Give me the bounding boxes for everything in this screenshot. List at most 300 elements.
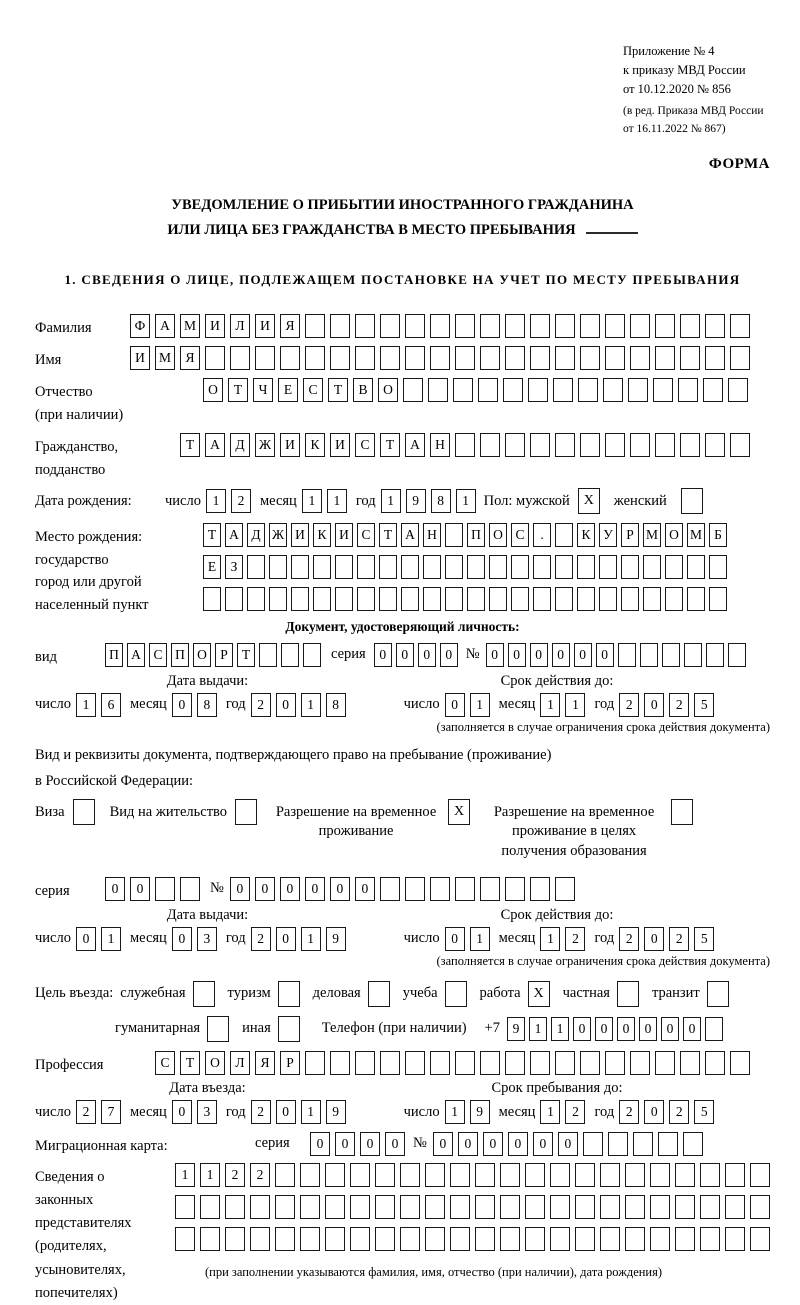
char-box[interactable] xyxy=(680,1051,700,1075)
char-box[interactable]: 0 xyxy=(558,1132,578,1156)
char-box[interactable]: 0 xyxy=(418,643,436,667)
char-box[interactable]: 8 xyxy=(431,489,451,513)
char-box[interactable] xyxy=(275,1195,295,1219)
residence-permit-checkbox[interactable] xyxy=(235,799,257,825)
char-box[interactable] xyxy=(423,555,441,579)
char-box[interactable]: А xyxy=(405,433,425,457)
char-box[interactable]: 1 xyxy=(529,1017,547,1041)
char-box[interactable] xyxy=(750,1163,770,1187)
char-box[interactable] xyxy=(580,433,600,457)
char-box[interactable]: И xyxy=(291,523,309,547)
char-box[interactable] xyxy=(700,1195,720,1219)
char-box[interactable] xyxy=(628,378,648,402)
char-box[interactable] xyxy=(600,1195,620,1219)
char-box[interactable] xyxy=(247,587,265,611)
char-box[interactable] xyxy=(580,1051,600,1075)
char-box[interactable] xyxy=(403,378,423,402)
char-box[interactable]: Д xyxy=(230,433,250,457)
char-box[interactable]: З xyxy=(225,555,243,579)
char-box[interactable]: 0 xyxy=(445,927,465,951)
char-box[interactable] xyxy=(643,555,661,579)
char-box[interactable] xyxy=(633,1132,653,1156)
char-box[interactable] xyxy=(430,346,450,370)
char-box[interactable]: С xyxy=(355,433,375,457)
char-box[interactable] xyxy=(511,587,529,611)
char-box[interactable]: 1 xyxy=(101,927,121,951)
char-box[interactable]: 9 xyxy=(326,1100,346,1124)
char-box[interactable] xyxy=(401,555,419,579)
char-box[interactable] xyxy=(489,555,507,579)
char-box[interactable]: 1 xyxy=(301,1100,321,1124)
char-box[interactable] xyxy=(605,433,625,457)
char-box[interactable]: 2 xyxy=(669,693,689,717)
char-box[interactable] xyxy=(205,346,225,370)
char-box[interactable]: 0 xyxy=(533,1132,553,1156)
char-box[interactable] xyxy=(335,587,353,611)
char-box[interactable] xyxy=(300,1195,320,1219)
char-box[interactable]: 0 xyxy=(305,877,325,901)
purpose-work-checkbox[interactable]: X xyxy=(528,981,550,1007)
char-box[interactable] xyxy=(705,346,725,370)
char-box[interactable]: 6 xyxy=(101,693,121,717)
char-box[interactable]: 1 xyxy=(200,1163,220,1187)
char-box[interactable] xyxy=(380,877,400,901)
char-box[interactable] xyxy=(683,1132,703,1156)
char-box[interactable] xyxy=(658,1132,678,1156)
char-box[interactable] xyxy=(379,587,397,611)
char-box[interactable] xyxy=(653,378,673,402)
temporary-residence-education-checkbox[interactable] xyxy=(671,799,693,825)
purpose-private-checkbox[interactable] xyxy=(617,981,639,1007)
char-box[interactable]: Р xyxy=(621,523,639,547)
char-box[interactable] xyxy=(528,378,548,402)
char-box[interactable]: 0 xyxy=(330,877,350,901)
char-box[interactable] xyxy=(203,587,221,611)
char-box[interactable] xyxy=(430,1051,450,1075)
char-box[interactable]: 5 xyxy=(694,927,714,951)
char-box[interactable] xyxy=(578,378,598,402)
char-box[interactable] xyxy=(675,1163,695,1187)
char-box[interactable] xyxy=(480,314,500,338)
char-box[interactable] xyxy=(330,1051,350,1075)
char-box[interactable]: 3 xyxy=(197,1100,217,1124)
char-box[interactable] xyxy=(750,1195,770,1219)
char-box[interactable]: 1 xyxy=(76,693,96,717)
char-box[interactable] xyxy=(665,587,683,611)
char-box[interactable] xyxy=(180,877,200,901)
char-box[interactable] xyxy=(335,555,353,579)
char-box[interactable]: Т xyxy=(237,643,255,667)
char-box[interactable] xyxy=(330,314,350,338)
char-box[interactable] xyxy=(555,1051,575,1075)
char-box[interactable] xyxy=(325,1195,345,1219)
char-box[interactable] xyxy=(555,523,573,547)
char-box[interactable]: О xyxy=(203,378,223,402)
char-box[interactable] xyxy=(687,587,705,611)
char-box[interactable] xyxy=(583,1132,603,1156)
char-box[interactable] xyxy=(730,314,750,338)
char-box[interactable] xyxy=(250,1195,270,1219)
char-box[interactable]: 0 xyxy=(639,1017,657,1041)
char-box[interactable] xyxy=(455,346,475,370)
char-box[interactable]: 0 xyxy=(644,693,664,717)
char-box[interactable] xyxy=(155,877,175,901)
char-box[interactable]: 0 xyxy=(440,643,458,667)
char-box[interactable] xyxy=(684,643,702,667)
char-box[interactable]: Т xyxy=(380,433,400,457)
char-box[interactable] xyxy=(428,378,448,402)
char-box[interactable] xyxy=(680,346,700,370)
char-box[interactable] xyxy=(730,433,750,457)
char-box[interactable]: 0 xyxy=(530,643,548,667)
char-box[interactable] xyxy=(643,587,661,611)
char-box[interactable] xyxy=(467,555,485,579)
char-box[interactable]: 0 xyxy=(552,643,570,667)
char-box[interactable] xyxy=(730,346,750,370)
char-box[interactable] xyxy=(577,587,595,611)
char-box[interactable]: Т xyxy=(228,378,248,402)
char-box[interactable] xyxy=(599,587,617,611)
char-box[interactable] xyxy=(630,1051,650,1075)
char-box[interactable] xyxy=(555,587,573,611)
char-box[interactable]: 2 xyxy=(251,1100,271,1124)
char-box[interactable]: 0 xyxy=(617,1017,635,1041)
char-box[interactable] xyxy=(577,555,595,579)
char-box[interactable]: 0 xyxy=(374,643,392,667)
char-box[interactable] xyxy=(680,433,700,457)
char-box[interactable] xyxy=(225,1227,245,1251)
char-box[interactable]: 0 xyxy=(661,1017,679,1041)
char-box[interactable] xyxy=(175,1227,195,1251)
char-box[interactable]: 0 xyxy=(458,1132,478,1156)
char-box[interactable]: О xyxy=(489,523,507,547)
char-box[interactable]: 0 xyxy=(483,1132,503,1156)
char-box[interactable]: М xyxy=(180,314,200,338)
char-box[interactable]: 9 xyxy=(406,489,426,513)
char-box[interactable] xyxy=(247,555,265,579)
char-box[interactable]: 0 xyxy=(396,643,414,667)
char-box[interactable]: 1 xyxy=(301,693,321,717)
char-box[interactable]: 1 xyxy=(301,927,321,951)
char-box[interactable] xyxy=(445,555,463,579)
char-box[interactable]: Р xyxy=(215,643,233,667)
char-box[interactable] xyxy=(650,1195,670,1219)
sex-male-checkbox[interactable]: X xyxy=(578,488,600,514)
char-box[interactable] xyxy=(380,346,400,370)
char-box[interactable] xyxy=(291,587,309,611)
char-box[interactable] xyxy=(530,346,550,370)
purpose-transit-checkbox[interactable] xyxy=(707,981,729,1007)
char-box[interactable]: А xyxy=(155,314,175,338)
char-box[interactable] xyxy=(313,587,331,611)
char-box[interactable]: 1 xyxy=(327,489,347,513)
char-box[interactable]: М xyxy=(687,523,705,547)
char-box[interactable] xyxy=(505,433,525,457)
char-box[interactable] xyxy=(533,587,551,611)
char-box[interactable]: 0 xyxy=(385,1132,405,1156)
char-box[interactable]: 0 xyxy=(360,1132,380,1156)
char-box[interactable] xyxy=(455,433,475,457)
char-box[interactable]: 5 xyxy=(694,693,714,717)
char-box[interactable] xyxy=(525,1195,545,1219)
char-box[interactable]: 1 xyxy=(551,1017,569,1041)
char-box[interactable]: 0 xyxy=(310,1132,330,1156)
char-box[interactable] xyxy=(480,877,500,901)
char-box[interactable] xyxy=(725,1163,745,1187)
char-box[interactable] xyxy=(505,877,525,901)
char-box[interactable] xyxy=(705,314,725,338)
char-box[interactable]: 9 xyxy=(470,1100,490,1124)
char-box[interactable]: Ч xyxy=(253,378,273,402)
char-box[interactable] xyxy=(530,314,550,338)
char-box[interactable]: 3 xyxy=(197,927,217,951)
char-box[interactable] xyxy=(705,1017,723,1041)
char-box[interactable]: К xyxy=(577,523,595,547)
char-box[interactable]: С xyxy=(303,378,323,402)
char-box[interactable]: 0 xyxy=(76,927,96,951)
char-box[interactable]: 1 xyxy=(540,1100,560,1124)
char-box[interactable]: Т xyxy=(379,523,397,547)
char-box[interactable]: 0 xyxy=(130,877,150,901)
char-box[interactable] xyxy=(425,1195,445,1219)
char-box[interactable] xyxy=(380,314,400,338)
char-box[interactable]: 1 xyxy=(175,1163,195,1187)
char-box[interactable]: У xyxy=(599,523,617,547)
char-box[interactable] xyxy=(505,1051,525,1075)
char-box[interactable]: 1 xyxy=(302,489,322,513)
char-box[interactable] xyxy=(580,314,600,338)
char-box[interactable]: 2 xyxy=(619,693,639,717)
char-box[interactable] xyxy=(300,1227,320,1251)
char-box[interactable]: . xyxy=(533,523,551,547)
char-box[interactable]: М xyxy=(643,523,661,547)
char-box[interactable]: 9 xyxy=(507,1017,525,1041)
char-box[interactable] xyxy=(700,1227,720,1251)
char-box[interactable]: И xyxy=(280,433,300,457)
char-box[interactable] xyxy=(662,643,680,667)
char-box[interactable] xyxy=(350,1195,370,1219)
char-box[interactable]: 0 xyxy=(255,877,275,901)
char-box[interactable] xyxy=(475,1163,495,1187)
char-box[interactable]: 0 xyxy=(105,877,125,901)
char-box[interactable] xyxy=(525,1227,545,1251)
char-box[interactable] xyxy=(621,587,639,611)
char-box[interactable] xyxy=(350,1227,370,1251)
char-box[interactable] xyxy=(706,643,724,667)
char-box[interactable] xyxy=(650,1227,670,1251)
char-box[interactable] xyxy=(450,1195,470,1219)
char-box[interactable] xyxy=(618,643,636,667)
char-box[interactable] xyxy=(530,1051,550,1075)
char-box[interactable] xyxy=(455,314,475,338)
char-box[interactable]: П xyxy=(171,643,189,667)
char-box[interactable]: С xyxy=(155,1051,175,1075)
char-box[interactable]: 2 xyxy=(565,927,585,951)
char-box[interactable] xyxy=(600,1227,620,1251)
char-box[interactable]: 8 xyxy=(326,693,346,717)
char-box[interactable]: 0 xyxy=(573,1017,591,1041)
char-box[interactable] xyxy=(600,1163,620,1187)
char-box[interactable] xyxy=(655,1051,675,1075)
char-box[interactable]: 0 xyxy=(445,693,465,717)
char-box[interactable] xyxy=(280,346,300,370)
char-box[interactable] xyxy=(640,643,658,667)
char-box[interactable]: 0 xyxy=(508,1132,528,1156)
char-box[interactable]: И xyxy=(255,314,275,338)
char-box[interactable] xyxy=(599,555,617,579)
char-box[interactable]: Я xyxy=(255,1051,275,1075)
char-box[interactable] xyxy=(621,555,639,579)
char-box[interactable]: И xyxy=(335,523,353,547)
char-box[interactable] xyxy=(655,346,675,370)
char-box[interactable] xyxy=(480,433,500,457)
char-box[interactable] xyxy=(225,1195,245,1219)
char-box[interactable]: 1 xyxy=(540,693,560,717)
char-box[interactable]: 2 xyxy=(619,1100,639,1124)
char-box[interactable]: 8 xyxy=(197,693,217,717)
char-box[interactable] xyxy=(230,346,250,370)
char-box[interactable]: Р xyxy=(280,1051,300,1075)
char-box[interactable]: 2 xyxy=(669,1100,689,1124)
char-box[interactable] xyxy=(480,346,500,370)
char-box[interactable] xyxy=(375,1195,395,1219)
char-box[interactable] xyxy=(575,1195,595,1219)
char-box[interactable] xyxy=(533,555,551,579)
char-box[interactable] xyxy=(275,1227,295,1251)
char-box[interactable]: Д xyxy=(247,523,265,547)
char-box[interactable] xyxy=(305,314,325,338)
char-box[interactable] xyxy=(555,314,575,338)
char-box[interactable] xyxy=(405,1051,425,1075)
char-box[interactable]: Н xyxy=(430,433,450,457)
purpose-humanitarian-checkbox[interactable] xyxy=(207,1016,229,1042)
char-box[interactable]: 2 xyxy=(225,1163,245,1187)
char-box[interactable] xyxy=(550,1227,570,1251)
char-box[interactable]: 0 xyxy=(644,1100,664,1124)
char-box[interactable] xyxy=(305,1051,325,1075)
purpose-other-checkbox[interactable] xyxy=(278,1016,300,1042)
char-box[interactable]: Е xyxy=(278,378,298,402)
char-box[interactable]: Т xyxy=(180,1051,200,1075)
char-box[interactable] xyxy=(281,643,299,667)
char-box[interactable]: 0 xyxy=(172,927,192,951)
char-box[interactable] xyxy=(655,433,675,457)
char-box[interactable]: 2 xyxy=(251,927,271,951)
char-box[interactable]: 0 xyxy=(276,927,296,951)
char-box[interactable] xyxy=(705,1051,725,1075)
char-box[interactable] xyxy=(725,1195,745,1219)
char-box[interactable] xyxy=(555,346,575,370)
char-box[interactable] xyxy=(489,587,507,611)
char-box[interactable]: Ж xyxy=(255,433,275,457)
char-box[interactable] xyxy=(580,346,600,370)
char-box[interactable] xyxy=(375,1227,395,1251)
char-box[interactable] xyxy=(455,1051,475,1075)
char-box[interactable] xyxy=(675,1195,695,1219)
char-box[interactable] xyxy=(625,1227,645,1251)
char-box[interactable]: С xyxy=(357,523,375,547)
char-box[interactable]: О xyxy=(378,378,398,402)
purpose-business-checkbox[interactable] xyxy=(368,981,390,1007)
char-box[interactable] xyxy=(630,433,650,457)
char-box[interactable] xyxy=(678,378,698,402)
char-box[interactable] xyxy=(700,1163,720,1187)
char-box[interactable]: 0 xyxy=(508,643,526,667)
char-box[interactable] xyxy=(750,1227,770,1251)
char-box[interactable]: 7 xyxy=(101,1100,121,1124)
char-box[interactable]: Е xyxy=(203,555,221,579)
char-box[interactable] xyxy=(269,587,287,611)
char-box[interactable] xyxy=(475,1195,495,1219)
char-box[interactable]: А xyxy=(205,433,225,457)
char-box[interactable]: 2 xyxy=(565,1100,585,1124)
char-box[interactable] xyxy=(350,1163,370,1187)
char-box[interactable]: Я xyxy=(180,346,200,370)
char-box[interactable] xyxy=(605,1051,625,1075)
char-box[interactable] xyxy=(630,314,650,338)
char-box[interactable] xyxy=(455,877,475,901)
char-box[interactable] xyxy=(480,1051,500,1075)
char-box[interactable] xyxy=(305,346,325,370)
char-box[interactable]: С xyxy=(511,523,529,547)
char-box[interactable]: 0 xyxy=(172,1100,192,1124)
purpose-tourism-checkbox[interactable] xyxy=(278,981,300,1007)
char-box[interactable]: Л xyxy=(230,1051,250,1075)
char-box[interactable] xyxy=(467,587,485,611)
char-box[interactable] xyxy=(625,1163,645,1187)
char-box[interactable]: И xyxy=(205,314,225,338)
char-box[interactable]: 5 xyxy=(694,1100,714,1124)
char-box[interactable] xyxy=(530,433,550,457)
char-box[interactable] xyxy=(355,346,375,370)
char-box[interactable]: 0 xyxy=(280,877,300,901)
char-box[interactable] xyxy=(405,314,425,338)
char-box[interactable] xyxy=(575,1163,595,1187)
char-box[interactable] xyxy=(445,587,463,611)
char-box[interactable]: 2 xyxy=(669,927,689,951)
char-box[interactable] xyxy=(379,555,397,579)
char-box[interactable] xyxy=(728,378,748,402)
char-box[interactable] xyxy=(665,555,683,579)
char-box[interactable]: О xyxy=(205,1051,225,1075)
char-box[interactable] xyxy=(401,587,419,611)
char-box[interactable] xyxy=(225,587,243,611)
char-box[interactable]: Ж xyxy=(269,523,287,547)
char-box[interactable] xyxy=(357,587,375,611)
purpose-study-checkbox[interactable] xyxy=(445,981,467,1007)
char-box[interactable] xyxy=(275,1163,295,1187)
char-box[interactable] xyxy=(603,378,623,402)
char-box[interactable] xyxy=(730,1051,750,1075)
char-box[interactable] xyxy=(380,1051,400,1075)
char-box[interactable]: 1 xyxy=(470,927,490,951)
char-box[interactable]: С xyxy=(149,643,167,667)
char-box[interactable] xyxy=(500,1195,520,1219)
char-box[interactable] xyxy=(725,1227,745,1251)
char-box[interactable]: 1 xyxy=(470,693,490,717)
char-box[interactable] xyxy=(505,346,525,370)
char-box[interactable]: 1 xyxy=(381,489,401,513)
char-box[interactable]: 0 xyxy=(595,1017,613,1041)
char-box[interactable] xyxy=(255,346,275,370)
char-box[interactable]: 2 xyxy=(231,489,251,513)
char-box[interactable] xyxy=(250,1227,270,1251)
char-box[interactable]: 0 xyxy=(683,1017,701,1041)
char-box[interactable] xyxy=(200,1227,220,1251)
char-box[interactable] xyxy=(709,555,727,579)
char-box[interactable]: Н xyxy=(423,523,441,547)
char-box[interactable] xyxy=(405,877,425,901)
